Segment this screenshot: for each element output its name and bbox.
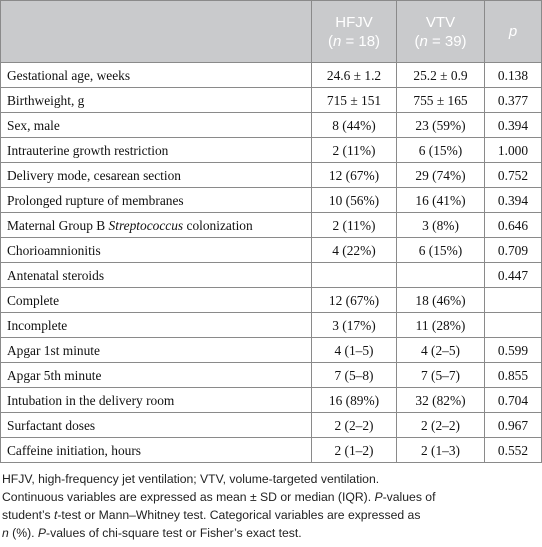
cell-hfjv: 16 (89%) [312, 388, 397, 413]
table-row [1, 313, 542, 338]
header-hfjv [312, 1, 397, 63]
cell-hfjv: 2 (11%) [312, 138, 397, 163]
cell-vtv: 4 (2–5) [397, 338, 485, 363]
cell-p: 0.394 [485, 188, 542, 213]
cell-vtv: 2 (1–3) [397, 438, 485, 463]
cell-p: 0.855 [485, 363, 542, 388]
row-label: Birthweight, g [1, 88, 312, 113]
footnote-line: HFJV, high-frequency jet ventilation; VTV, volume-targeted ventilation. [2, 472, 380, 486]
table-row [1, 263, 542, 288]
cell-hfjv: 715 ± 151 [312, 88, 397, 113]
cell-p: 0.752 [485, 163, 542, 188]
row-label: Chorioamnionitis [1, 238, 312, 263]
cell-hfjv: 7 (5–8) [312, 363, 397, 388]
footnote-line: Continuous variables are expressed as mean ± SD or median (IQR). P-values of [2, 490, 436, 504]
table-row [1, 213, 542, 238]
cell-hfjv: 4 (1–5) [312, 338, 397, 363]
cell-vtv: 755 ± 165 [397, 88, 485, 113]
table-row [1, 438, 542, 463]
cell-hfjv: 12 (67%) [312, 288, 397, 313]
table-row [1, 338, 542, 363]
row-label-indented: Incomplete [1, 313, 312, 338]
cell-hfjv: 24.6 ± 1.2 [312, 63, 397, 88]
table-row [1, 238, 542, 263]
table-row [1, 138, 542, 163]
header-vtv [397, 1, 485, 63]
cell-hfjv: 3 (17%) [312, 313, 397, 338]
row-label: Delivery mode, cesarean section [1, 163, 312, 188]
header-variable [1, 1, 312, 63]
row-label: Gestational age, weeks [1, 63, 312, 88]
cell-p: 0.709 [485, 238, 542, 263]
row-label: Surfactant doses [1, 413, 312, 438]
header-hfjv-label: HFJV [335, 13, 373, 31]
cell-p: 0.646 [485, 213, 542, 238]
row-label: Intubation in the delivery room [1, 388, 312, 413]
cell-hfjv: 4 (22%) [312, 238, 397, 263]
cell-vtv: 2 (2–2) [397, 413, 485, 438]
row-label: Apgar 1st minute [1, 338, 312, 363]
cell-p: 0.377 [485, 88, 542, 113]
header-p-value: p [485, 1, 542, 63]
table-row [1, 363, 542, 388]
cell-p [485, 313, 542, 338]
cell-vtv: 29 (74%) [397, 163, 485, 188]
cell-hfjv: 2 (2–2) [312, 413, 397, 438]
table-row [1, 413, 542, 438]
cell-hfjv: 12 (67%) [312, 163, 397, 188]
header-vtv-n: (n = 39) [414, 32, 467, 50]
table-row [1, 388, 542, 413]
header-hfjv-n: (n = 18) [327, 32, 381, 50]
row-label-indented: Complete [1, 288, 312, 313]
footnote-line: n (%). P-values of chi-square test or Fisher’s exact test. [2, 526, 302, 540]
cell-hfjv: 8 (44%) [312, 113, 397, 138]
cell-hfjv: 10 (56%) [312, 188, 397, 213]
row-label: Intrauterine growth restriction [1, 138, 312, 163]
cell-vtv: 32 (82%) [397, 388, 485, 413]
cell-p [485, 288, 542, 313]
cell-vtv [397, 263, 485, 288]
cell-p: 0.138 [485, 63, 542, 88]
cell-hfjv: 2 (11%) [312, 213, 397, 238]
cell-p: 0.967 [485, 413, 542, 438]
cell-p: 0.447 [485, 263, 542, 288]
cell-vtv: 6 (15%) [397, 138, 485, 163]
cell-vtv: 18 (46%) [397, 288, 485, 313]
cell-vtv: 6 (15%) [397, 238, 485, 263]
row-label: Antenatal steroids [1, 263, 312, 288]
table-row [1, 63, 542, 88]
cell-vtv: 7 (5–7) [397, 363, 485, 388]
cell-p: 1.000 [485, 138, 542, 163]
table-body [1, 63, 542, 463]
table-header [1, 1, 542, 63]
row-label: Maternal Group B Streptococcus colonization [1, 213, 312, 238]
row-label: Caffeine initiation, hours [1, 438, 312, 463]
cell-p: 0.394 [485, 113, 542, 138]
cell-p: 0.704 [485, 388, 542, 413]
table-row [1, 188, 542, 213]
cell-vtv: 11 (28%) [397, 313, 485, 338]
cell-vtv: 25.2 ± 0.9 [397, 63, 485, 88]
table-footnote [0, 463, 542, 542]
cell-vtv: 23 (59%) [397, 113, 485, 138]
footnote-line: student’s t-test or Mann–Whitney test. Categorical variables are expressed as [2, 508, 421, 522]
cell-p: 0.552 [485, 438, 542, 463]
cell-hfjv [312, 263, 397, 288]
cell-vtv: 3 (8%) [397, 213, 485, 238]
cell-hfjv: 2 (1–2) [312, 438, 397, 463]
table-row [1, 288, 542, 313]
table-row [1, 113, 542, 138]
row-label: Sex, male [1, 113, 312, 138]
cell-vtv: 16 (41%) [397, 188, 485, 213]
table-row [1, 88, 542, 113]
header-vtv-label: VTV [425, 13, 456, 31]
table-row [1, 163, 542, 188]
cell-p: 0.599 [485, 338, 542, 363]
row-label: Prolonged rupture of membranes [1, 188, 312, 213]
header-row [1, 1, 542, 63]
row-label: Apgar 5th minute [1, 363, 312, 388]
